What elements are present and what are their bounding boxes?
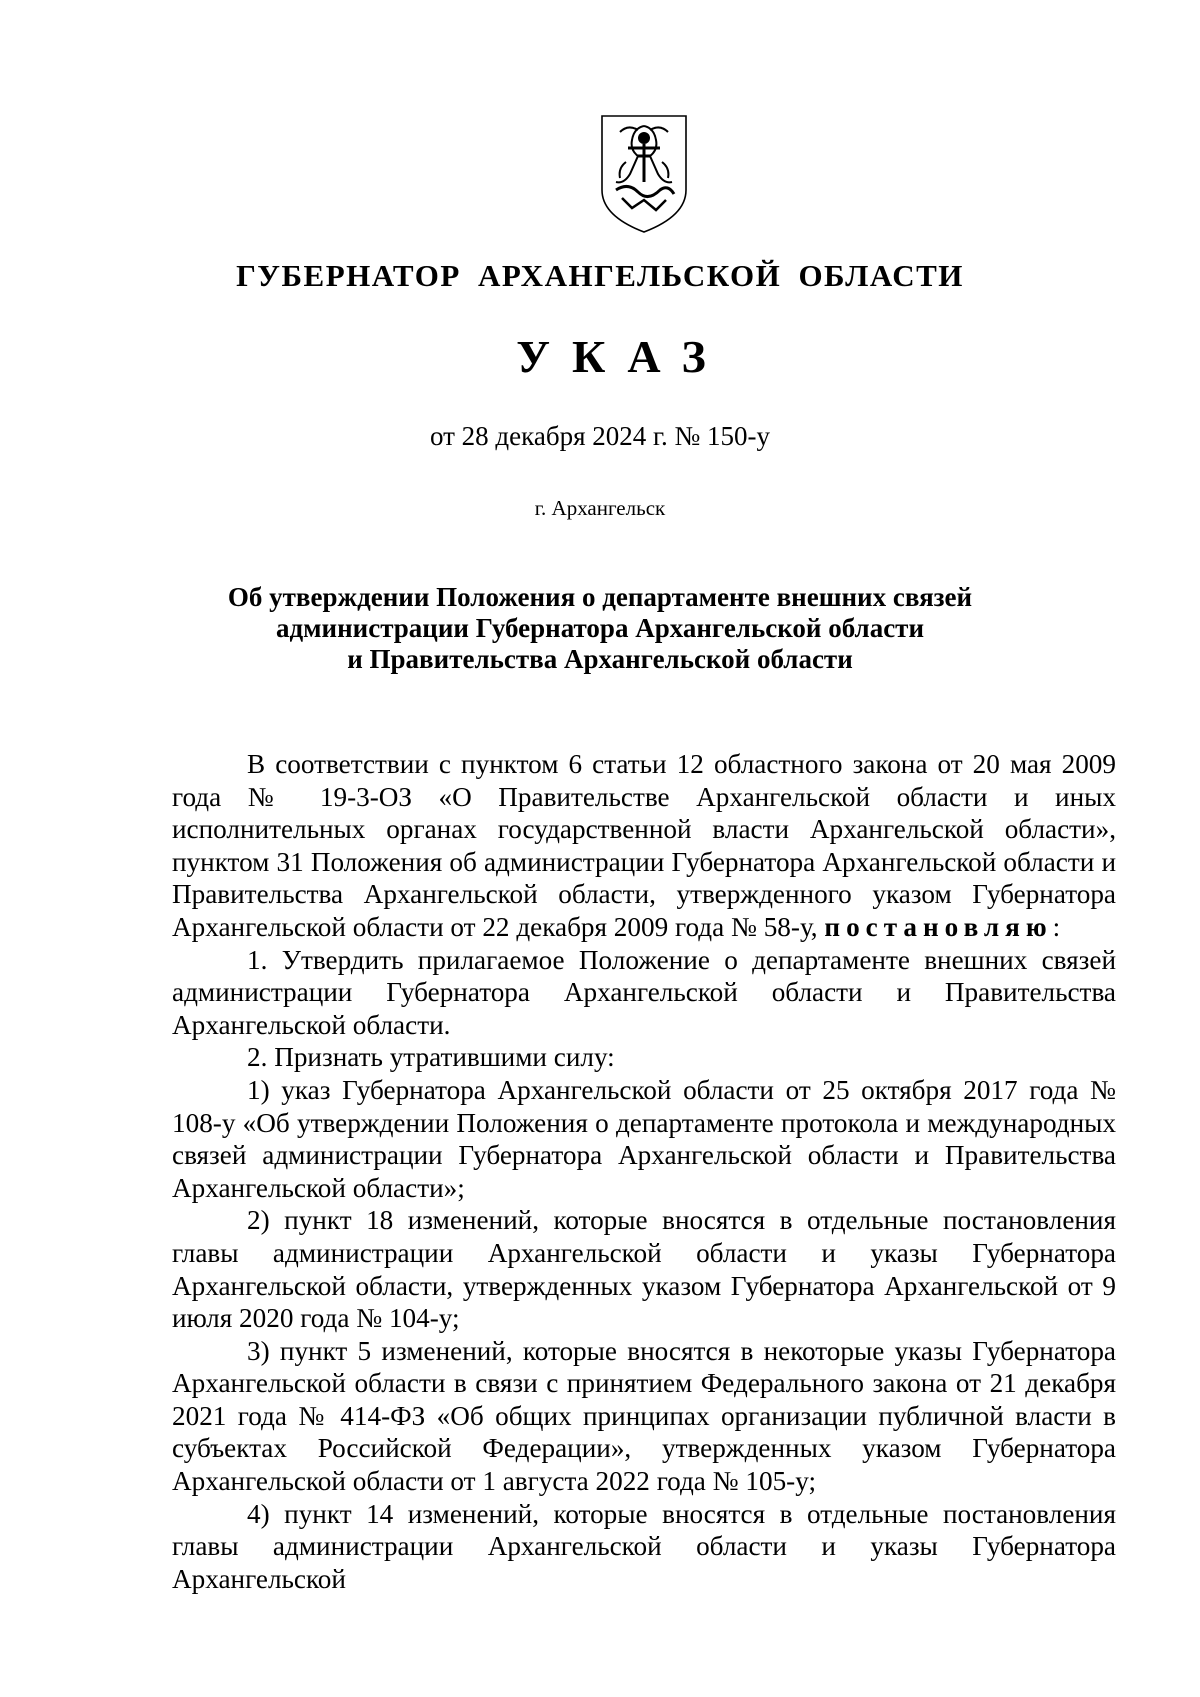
list-item: 4) пункт 14 изменений, которые вносятся в отдельные постановления главы администрации Архангельской области и указы Губернатора Архангельской — [172, 1498, 1116, 1594]
decree-colon: : — [1052, 911, 1061, 942]
document-title — [0, 582, 1200, 675]
document-body — [172, 748, 1116, 1595]
issuing-authority: ГУБЕРНАТОР АРХАНГЕЛЬСКОЙ ОБЛАСТИ — [236, 258, 964, 293]
preamble-text: В соответствии с пунктом 6 статьи 12 областного закона от 20 мая 2009 года № 19-3-ОЗ «О Правительстве Архангельской области и иных исполнительных органах государственной власти Архангельской области», пунктом 31 Положения об администрации Губернатора Архангельской области и Правительства Архангельской области, утвержденного указом Губернатора Архангельской области от 22 декабря 2009 года № 58-у, — [172, 749, 1116, 942]
preamble-paragraph — [172, 748, 1116, 944]
list-item: 2. Признать утратившими силу: — [247, 1042, 615, 1073]
document-date-number: от 28 декабря 2024 г. № 150-у — [429, 421, 771, 451]
document-city: г. Архангельск — [534, 496, 666, 520]
list-item: 3) пункт 5 изменений, которые вносятся в некоторые указы Губернатора Архангельской области в связи с принятием Федерального закона от 21 декабря 2021 года № 414-ФЗ «Об общих принципах организации публичной власти в субъектах Российской Федерации», утвержденных указом Губернатора Архангельской области от 1 августа 2022 года № 105-у; — [172, 1335, 1116, 1497]
title-line: Об утверждении Положения о департаменте внешних связей — [227, 582, 973, 612]
title-line: администрации Губернатора Архангельской области — [276, 613, 924, 643]
decree-word: постановляю — [824, 911, 1053, 942]
list-item: 1. Утвердить прилагаемое Положение о департаменте внешних связей администрации Губернатора Архангельской области и Правительства Архангельской области. — [172, 944, 1116, 1040]
list-item: 1) указ Губернатора Архангельской области от 25 октября 2017 года № 108-у «Об утверждении Положения о департаменте протокола и международных связей администрации Губернатора Архангельской области и Правительства Архангельской области»; — [172, 1074, 1116, 1203]
list-item: 2) пункт 18 изменений, которые вносятся в отдельные постановления главы администрации Архангельской области и указы Губернатора Архангельской области, утвержденных указом Губернатора Архангельской от 9 июля 2020 года № 104-у; — [172, 1205, 1116, 1334]
document-type: УКАЗ — [516, 331, 728, 382]
title-line: и Правительства Архангельской области — [347, 644, 853, 674]
coat-of-arms-icon — [598, 112, 690, 234]
